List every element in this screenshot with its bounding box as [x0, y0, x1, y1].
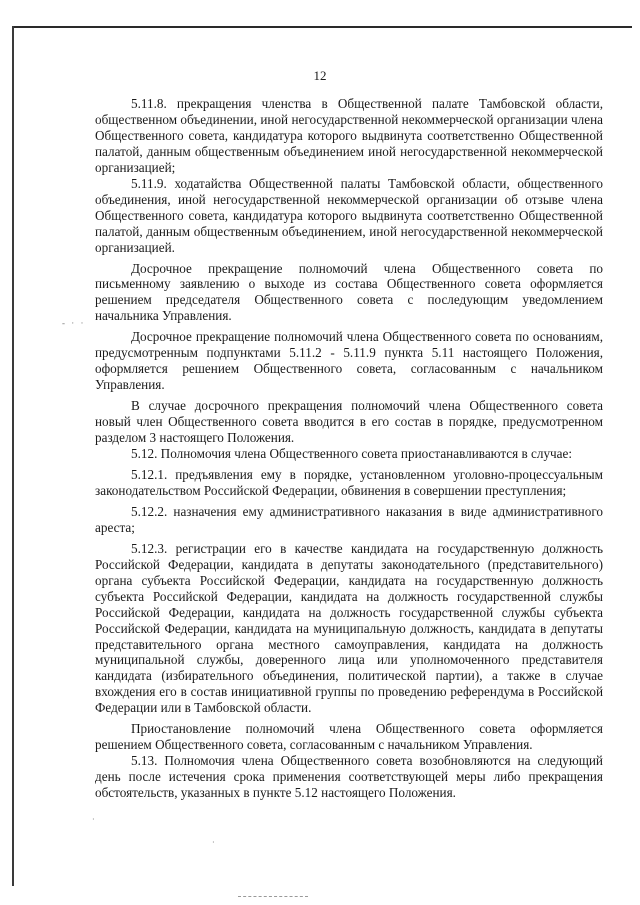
paragraph-5-12-2: 5.12.2. назначения ему административного наказания в виде административного ареста;	[95, 503, 603, 535]
paragraph-suspension-decision: Приостановление полномочий члена Общественного совета оформляется решением Общественного совета, согласованным с начальником Управления.	[95, 721, 603, 753]
paragraph-5-11-8: 5.11.8. прекращения членства в Общественной палате Тамбовской области, общественном объединении, иной негосударственной некоммерческой организации члена Общественного совета, кандидатура которого выдвинута соответственно Общественной палатой, данным общественным объединением иной негосударственной некоммерческой организацией;	[95, 96, 603, 175]
paragraph-5-12-3: 5.12.3. регистрации его в качестве кандидата на государственную должность Российской Федерации, кандидата в депутаты законодательного (представительного) органа субъекта Российской Федерации, кандидата на государственную должность субъекта Российской Федерации, кандидата на должность государственной службы Российской Федерации, кандидата на должность государственной службы субъекта Российской Федерации, кандидата на муниципальную должность, кандидата в депутаты представительного органа местного самоуправления, кандидата на должность муниципальной службы, доверенного лица или уполномоченного представителя кандидата (избирательного объединения, политической партии), а также в случае вхождения его в состав инициативной группы по проведению референдума в Российской Федерации или в Тамбовской области.	[95, 540, 603, 716]
paragraph-5-13: 5.13. Полномочия члена Общественного совета возобновляются на следующий день после истечения срока применения соответствующей меры либо прекращения обстоятельств, указанных в пункте 5.12 настоящего Положения.	[95, 753, 603, 801]
scan-top-border	[12, 26, 632, 28]
page-number: 12	[313, 68, 327, 83]
paragraph-new-member: В случае досрочного прекращения полномочий члена Общественного совета новый член Общественного совета вводится в его состав в порядке, предусмотренном разделом 3 настоящего Положения.	[95, 398, 603, 446]
paragraph-early-termination-request: Досрочное прекращение полномочий члена Общественного совета по письменному заявлению о выходе из состава Общественного совета оформляется решением председателя Общественного совета с последующим уведомлением начальника Управления.	[95, 260, 603, 324]
paragraph-5-12-1: 5.12.1. предъявления ему в порядке, установленном уголовно-процессуальным законодательством Российской Федерации, обвинения в совершении преступления;	[95, 466, 603, 498]
scan-artifact-dot: ·	[92, 815, 95, 824]
scan-artifact-mark: - · ·	[62, 318, 86, 328]
paragraph-5-11-9: 5.11.9. ходатайства Общественной палаты Тамбовской области, общественного объединения, иной негосударственной некоммерческой организации об отзыве члена Общественного совета, кандидатура которого выдвинута соответственно Общественной палатой, данным общественным объединением, иной негосударственной некоммерческой организацией.	[95, 175, 603, 255]
paragraph-5-12: 5.12. Полномочия члена Общественного совета приостанавливаются в случае:	[131, 446, 573, 462]
document-body	[95, 96, 603, 801]
scan-artifact-dot: ·	[212, 838, 215, 847]
paragraph-early-termination-grounds: Досрочное прекращение полномочий члена Общественного совета по основаниям, предусмотренным подпунктами 5.11.2 - 5.11.9 пункта 5.11 настоящего Положения, оформляется решением Общественного совета, согласованным с начальником Управления.	[95, 329, 603, 393]
scan-artifact-bottom	[238, 896, 308, 900]
scan-left-border	[12, 26, 14, 886]
